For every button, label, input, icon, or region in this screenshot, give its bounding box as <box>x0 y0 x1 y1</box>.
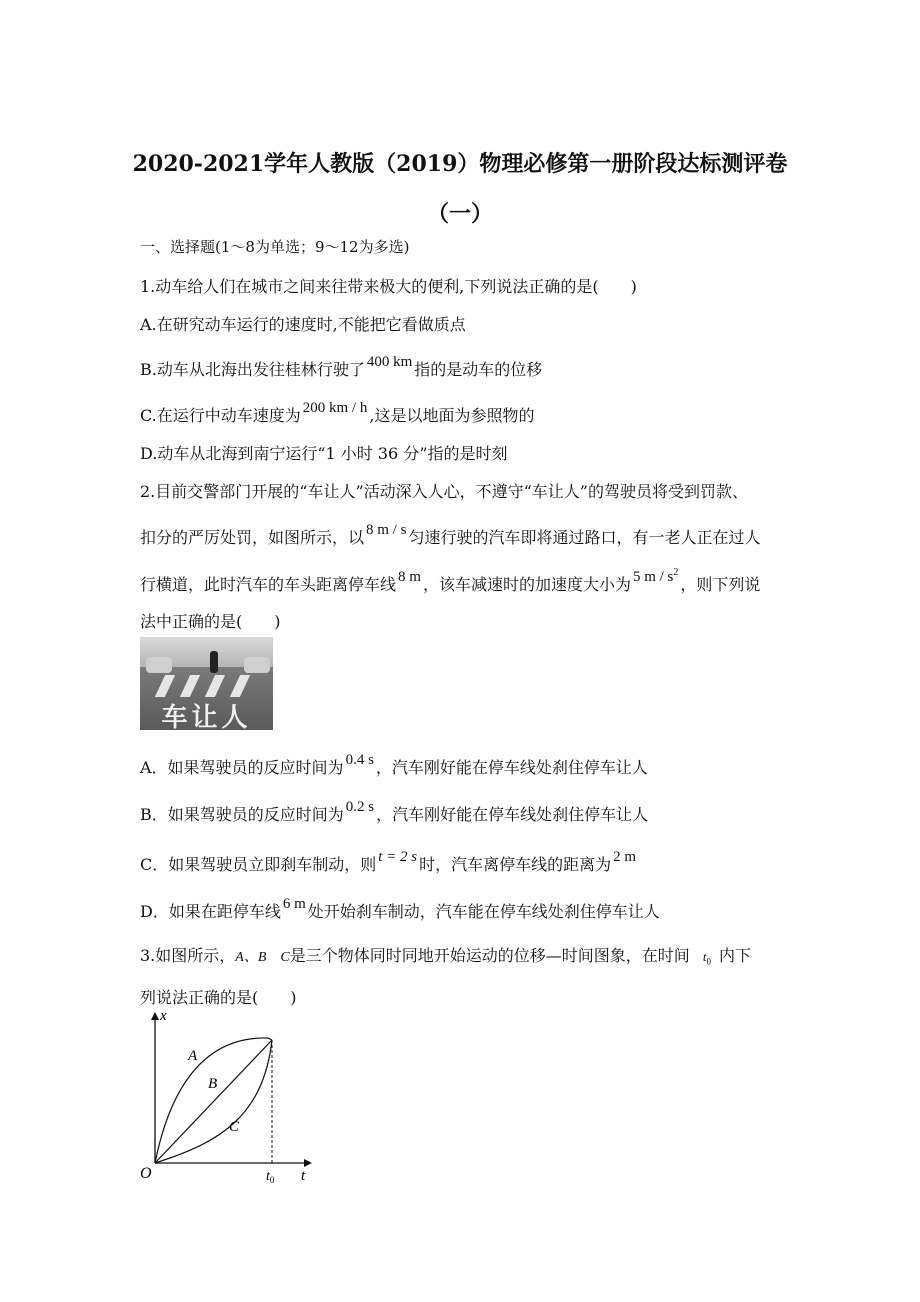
photo-car-left <box>146 657 172 673</box>
q3-abc-labels: A、B C <box>235 950 290 965</box>
q2-option-c <box>140 849 638 875</box>
photo-pedestrian <box>210 651 218 673</box>
t0-label-t: t <box>266 1169 270 1183</box>
q1-option-b <box>140 354 543 380</box>
q1-b-math: 400 km <box>366 354 413 370</box>
q2-option-a <box>140 752 648 778</box>
q2-speed-math: 8 m / s <box>366 522 407 538</box>
curve-b-label: B <box>208 1076 218 1092</box>
q1-option-c <box>140 400 535 426</box>
y-axis-label: x <box>160 1008 167 1024</box>
photo-road-marking: 车让人 <box>161 703 252 730</box>
q3-l1-post: 内下 <box>718 946 751 965</box>
origin-label: O <box>140 1165 152 1182</box>
xt-graph <box>138 1008 328 1183</box>
q2-line-2 <box>140 522 761 548</box>
curve-c-label: C <box>229 1119 240 1135</box>
q2-b-math: 0.2 s <box>345 799 375 815</box>
q1-b-text-post: 指的是动车的位移 <box>414 360 543 379</box>
q3-line-2: 列说法正确的是( ) <box>140 988 297 1007</box>
q2-option-b <box>140 799 649 825</box>
q2-c-distance-math: 2 m <box>613 849 637 865</box>
q2-c-text: C．如果驾驶员立即刹车制动，则 <box>140 855 377 874</box>
q2-distance-math: 8 m <box>398 569 421 585</box>
q2-a-text-post: ，汽车刚好能在停车线处刹住停车让人 <box>375 758 648 777</box>
section-heading: 一、选择题(1～8为单选；9～12为多选) <box>140 238 410 256</box>
q2-a-math: 0.4 s <box>345 752 374 768</box>
q2-l3-mid: ，该车减速时的加速度大小为 <box>422 575 631 594</box>
x-axis-label: t <box>301 1168 306 1183</box>
q2-l2-text-post: 匀速行驶的汽车即将通过路口，有一老人正在过人 <box>408 528 761 547</box>
q3-t0-symbol <box>702 949 711 967</box>
q1-stem: 1.动车给人们在城市之间来往带来极大的便利,下列说法正确的是( ) <box>140 277 637 296</box>
q2-c-mid: 时，汽车离停车线的距离为 <box>419 855 612 874</box>
q2-a-text: A．如果驾驶员的反应时间为 <box>140 758 344 777</box>
q1-c-math: 200 km / h <box>302 400 368 416</box>
q1-option-a: A.在研究动车运行的速度时,不能把它看做质点 <box>140 315 466 334</box>
line-b <box>155 1040 272 1163</box>
t0-label <box>266 1169 275 1183</box>
q2-l3-text: 行横道，此时汽车的车头距离停车线 <box>140 575 397 594</box>
q3-t0-t: t <box>702 949 707 964</box>
photo-car-right <box>244 657 270 673</box>
q1-c-text-post: ,这是以地面为参照物的 <box>369 406 535 425</box>
q1-b-text: B.动车从北海出发往桂林行驶了 <box>140 360 365 379</box>
q2-b-text-post: ，汽车刚好能在停车线处刹住停车让人 <box>376 805 649 824</box>
q3-t0-sub: 0 <box>706 956 711 967</box>
crosswalk-photo <box>140 637 273 730</box>
q2-b-text: B．如果驾驶员的反应时间为 <box>140 805 344 824</box>
q3-line-1 <box>140 943 751 967</box>
q2-l2-text: 扣分的严厉处罚，如图所示，以 <box>140 528 365 547</box>
q2-line-3 <box>140 567 761 595</box>
q2-accel-math <box>633 569 678 585</box>
q3-l1-mid: 是三个物体同时同地开始运动的位移—时间图象，在时间 <box>289 946 690 965</box>
q2-l3-post: ，则下列说 <box>680 575 761 594</box>
q2-line-1: 2.目前交警部门开展的“车让人”活动深入人心，不遵守“车让人”的驾驶员将受到罚款、 <box>140 482 748 501</box>
q2-d-math: 6 m <box>282 896 306 912</box>
q2-d-text: D．如果在距停车线 <box>140 902 281 921</box>
q1-c-text: C.在运行中动车速度为 <box>140 406 301 425</box>
q2-line-4: 法中正确的是( ) <box>140 612 281 631</box>
q2-d-text-post: 处开始刹车制动，汽车能在停车线处刹住停车让人 <box>307 902 660 921</box>
q2-accel-exp: 2 <box>673 567 679 578</box>
paper-title-sub: （一） <box>426 201 493 227</box>
paper-title: 2020-2021学年人教版（2019）物理必修第一册阶段达标测评卷 <box>132 151 788 177</box>
q2-accel-value: 5 m / s <box>632 569 674 585</box>
q2-option-d <box>140 896 660 922</box>
q1-option-d: D.动车从北海到南宁运行“1 小时 36 分”指的是时刻 <box>140 444 508 463</box>
t0-label-sub: 0 <box>269 1175 275 1183</box>
q2-c-time-math: t = 2 s <box>378 849 418 865</box>
curve-a-label: A <box>188 1048 198 1064</box>
q3-l1-text: 3.如图所示， <box>140 946 236 965</box>
